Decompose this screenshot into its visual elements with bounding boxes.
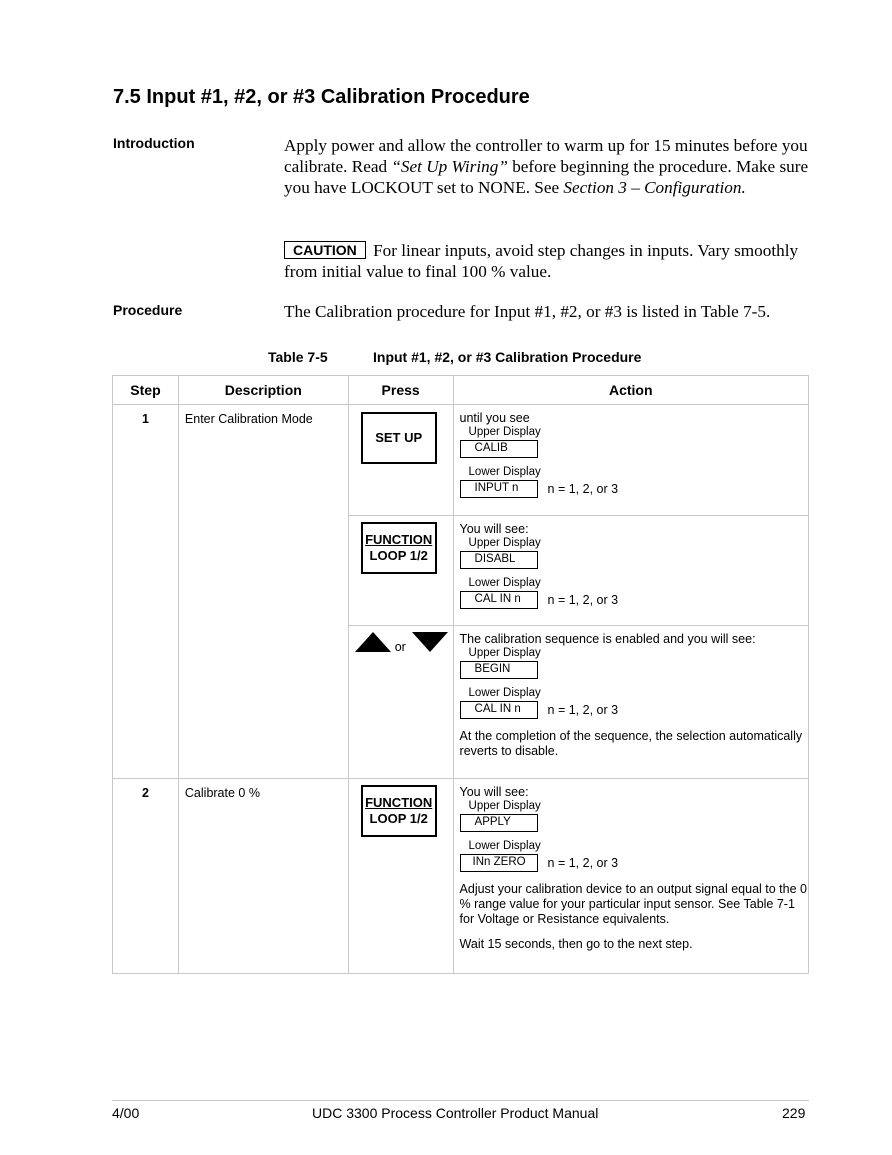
action-cell	[453, 779, 808, 974]
header-press: Press	[348, 376, 453, 405]
procedure-paragraph: The Calibration procedure for Input #1, #2, or #3 is listed in Table 7-5.	[284, 302, 771, 321]
display-note: n = 1, 2, or 3	[547, 592, 619, 607]
action-intro: until you see	[459, 411, 530, 425]
setup-key	[361, 412, 437, 464]
table-caption-number: Table 7-5	[268, 349, 328, 365]
caution-text: For linear inputs, avoid step changes in inputs. Vary smoothly from initial value to final 100 % value.	[284, 241, 799, 281]
triangle-down-icon	[412, 632, 448, 652]
footer-page-number: 229	[782, 1105, 806, 1121]
lower-display-row	[460, 854, 808, 872]
action-cell	[453, 626, 808, 779]
step-description: Calibrate 0 %	[178, 779, 348, 974]
display-note: n = 1, 2, or 3	[547, 855, 619, 870]
lower-display-label: Lower Display	[468, 577, 541, 589]
section-title: 7.5 Input #1, #2, or #3 Calibration Procedure	[113, 86, 530, 108]
lower-display-row	[460, 591, 808, 609]
step-number: 1	[113, 405, 179, 779]
action-cell	[453, 516, 808, 626]
press-cell	[348, 779, 453, 974]
lower-display-value: INPUT n	[460, 480, 538, 498]
calibration-procedure-table	[112, 375, 809, 974]
lower-display-label: Lower Display	[468, 687, 541, 699]
function-loop-key	[361, 785, 437, 837]
upper-display-value: BEGIN	[460, 661, 538, 679]
display-note: n = 1, 2, or 3	[547, 481, 619, 496]
upper-display-value: DISABL	[460, 551, 538, 569]
wait-instruction: Wait 15 seconds, then go to the next step.	[459, 937, 693, 951]
upper-display-value: CALIB	[460, 440, 538, 458]
upper-display-label: Upper Display	[468, 800, 541, 812]
footer-date: 4/00	[112, 1105, 140, 1121]
procedure-heading: Procedure	[113, 302, 183, 318]
action-intro: The calibration sequence is enabled and you will see:	[459, 632, 756, 646]
action-cell	[453, 405, 808, 516]
press-cell	[348, 405, 453, 516]
triangle-up-icon	[355, 632, 391, 652]
upper-display-label: Upper Display	[468, 647, 541, 659]
function-loop-key	[361, 522, 437, 574]
table-row	[113, 779, 809, 974]
press-cell	[348, 516, 453, 626]
lower-display-value: CAL IN n	[460, 591, 538, 609]
action-intro: You will see:	[459, 785, 529, 799]
footer-manual-title: UDC 3300 Process Controller Product Manual	[312, 1105, 599, 1121]
step-description: Enter Calibration Mode	[178, 405, 348, 779]
display-note: n = 1, 2, or 3	[547, 702, 619, 717]
introduction-heading: Introduction	[113, 135, 195, 151]
arrow-keys	[355, 632, 448, 654]
introduction-paragraph	[284, 135, 812, 198]
header-step: Step	[113, 376, 179, 405]
header-description: Description	[178, 376, 348, 405]
lower-display-label: Lower Display	[468, 840, 541, 852]
upper-display-label: Upper Display	[468, 426, 541, 438]
footer-divider	[112, 1100, 809, 1101]
loop-key-label: LOOP 1/2	[369, 811, 428, 826]
upper-display-value: APPLY	[460, 814, 538, 832]
intro-reference-section: Section 3 – Configuration.	[563, 178, 746, 197]
adjust-instruction: Adjust your calibration device to an output signal equal to the 0 % range value for your particular input sensor. See Table 7-1 for Voltage or Resistance equivalents.	[459, 882, 807, 926]
loop-key-label: LOOP 1/2	[369, 548, 428, 563]
function-key-label: FUNCTION	[365, 532, 433, 547]
caution-badge: CAUTION	[284, 241, 366, 259]
or-label: or	[394, 640, 406, 654]
header-action: Action	[453, 376, 808, 405]
intro-text-part: Apply power and allow the controller to warm up for 15 minutes before you calibrate. Read	[284, 136, 808, 176]
intro-text-part: before beginning the procedure. Make sure you have LOCKOUT set to NONE. See	[284, 157, 809, 197]
lower-display-value: CAL IN n	[460, 701, 538, 719]
lower-display-value: INn ZERO	[460, 854, 538, 872]
action-intro: You will see:	[459, 522, 529, 536]
lower-display-label: Lower Display	[468, 466, 541, 478]
function-key-label: FUNCTION	[365, 795, 433, 810]
upper-display-label: Upper Display	[468, 537, 541, 549]
table-row	[113, 405, 809, 516]
caution-paragraph	[284, 240, 812, 282]
table-header-row	[113, 376, 809, 405]
setup-key-label: SET UP	[375, 430, 423, 445]
table-caption-title: Input #1, #2, or #3 Calibration Procedure	[373, 349, 642, 365]
press-cell	[348, 626, 453, 779]
step-number: 2	[113, 779, 179, 974]
lower-display-row	[460, 701, 808, 719]
lower-display-row	[460, 480, 808, 498]
intro-reference-wiring: “Set Up Wiring”	[391, 157, 508, 176]
completion-note: At the completion of the sequence, the selection automatically reverts to disable.	[459, 729, 803, 758]
